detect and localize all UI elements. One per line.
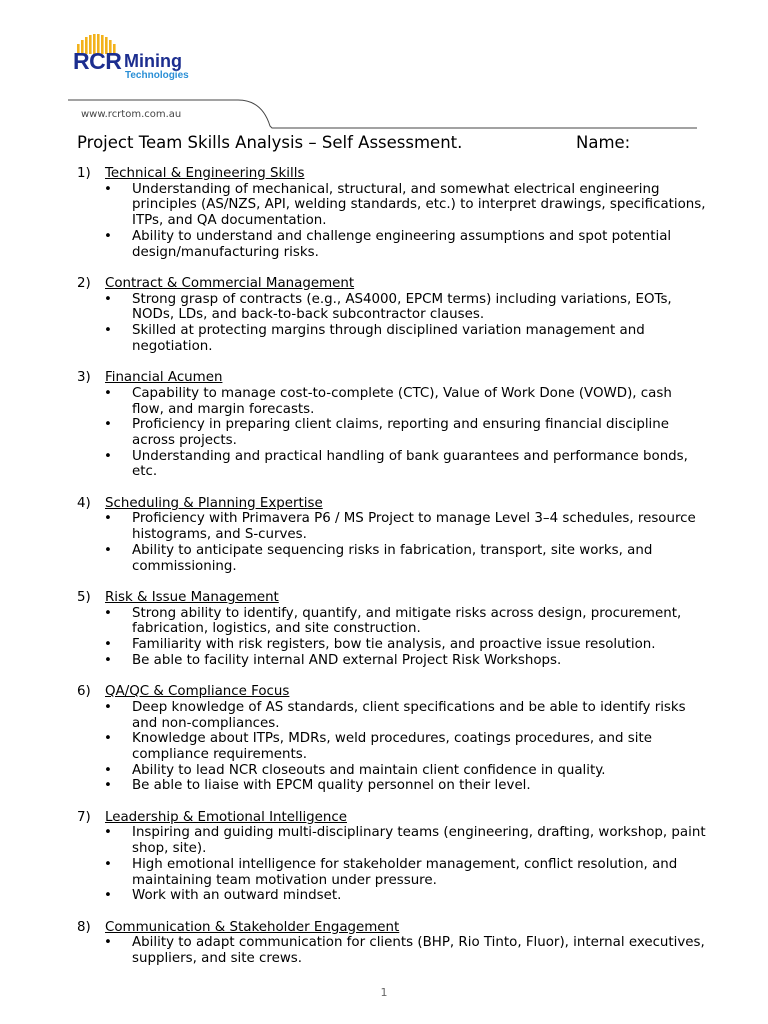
- list-item-text: Proficiency with Primavera P6 / MS Project to manage Level 3–4 schedules, resource histograms, and S-curves.: [132, 511, 696, 543]
- section-number: 7): [77, 809, 91, 825]
- section-heading: [77, 166, 707, 182]
- list-item: [77, 731, 707, 762]
- list-item-text: Familiarity with risk registers, bow tie analysis, and proactive issue resolution.: [132, 637, 656, 653]
- document-title: Project Team Skills Analysis – Self Assessment.: [77, 133, 463, 152]
- list-item-text: Ability to adapt communication for clients (BHP, Rio Tinto, Fluor), internal executives, suppliers, and site crews.: [132, 935, 705, 967]
- bullet-list: [77, 386, 707, 480]
- list-item: [77, 825, 707, 856]
- bullet-list: [77, 700, 707, 794]
- bullet-icon: •: [104, 605, 112, 621]
- section-number: 5): [77, 589, 91, 605]
- section-heading: [77, 370, 707, 386]
- name-label: Name:: [576, 133, 631, 152]
- list-item: [77, 857, 707, 888]
- company-logo: [73, 34, 203, 86]
- bullet-icon: •: [104, 888, 112, 904]
- bullet-icon: •: [104, 228, 112, 244]
- list-item: [77, 417, 707, 448]
- list-item-text: Inspiring and guiding multi-disciplinary teams (engineering, drafting, workshop, paint shop, site).: [132, 825, 706, 857]
- list-item: [77, 763, 707, 779]
- list-item-text: Be able to facility internal AND external Project Risk Workshops.: [132, 652, 562, 668]
- bullet-icon: •: [104, 385, 112, 401]
- list-item: [77, 778, 707, 794]
- bullet-icon: •: [104, 417, 112, 433]
- list-item: [77, 323, 707, 354]
- section-heading: [77, 276, 707, 292]
- bullet-icon: •: [104, 323, 112, 339]
- website-url: www.rcrtom.com.au: [81, 109, 182, 120]
- list-item: [77, 386, 707, 417]
- list-item-text: Deep knowledge of AS standards, client specifications and be able to identify risks and non-compliances.: [132, 699, 686, 731]
- list-item-text: Ability to lead NCR closeouts and maintain client confidence in quality.: [132, 762, 606, 778]
- section-heading: [77, 684, 707, 700]
- list-item: [77, 700, 707, 731]
- list-item-text: High emotional intelligence for stakeholder management, conflict resolution, and maintaining team motivation under pressure.: [132, 856, 678, 888]
- list-item: [77, 888, 707, 904]
- skill-section: [77, 810, 707, 904]
- bullet-icon: •: [104, 542, 112, 558]
- section-heading-text: Financial Acumen: [105, 370, 223, 386]
- bullet-icon: •: [104, 291, 112, 307]
- section-number: 2): [77, 275, 91, 291]
- skill-section: [77, 496, 707, 575]
- section-heading-text: Risk & Issue Management: [105, 589, 279, 605]
- bullet-icon: •: [104, 699, 112, 715]
- skill-section: [77, 920, 707, 967]
- list-item-text: Knowledge about ITPs, MDRs, weld procedures, coatings procedures, and site compliance requirements.: [132, 731, 652, 762]
- bullet-list: [77, 606, 707, 669]
- bullet-list: [77, 292, 707, 355]
- list-item: [77, 543, 707, 574]
- list-item: [77, 637, 707, 653]
- list-item: [77, 182, 707, 229]
- list-item: [77, 511, 707, 542]
- bullet-icon: •: [104, 181, 112, 197]
- bullet-icon: •: [104, 935, 112, 951]
- list-item-text: Capability to manage cost-to-complete (CTC), Value of Work Done (VOWD), cash flow, and margin forecasts.: [132, 385, 672, 417]
- list-item-text: Proficiency in preparing client claims, reporting and ensuring financial discipline across projects.: [132, 417, 669, 448]
- bullet-icon: •: [104, 511, 112, 527]
- list-item: [77, 935, 707, 966]
- bullet-list: [77, 935, 707, 966]
- section-heading-text: Communication & Stakeholder Engagement: [105, 919, 400, 935]
- list-item-text: Work with an outward mindset.: [132, 888, 342, 904]
- list-item: [77, 606, 707, 637]
- list-item: [77, 653, 707, 669]
- section-heading-text: Scheduling & Planning Expertise: [105, 495, 323, 511]
- skills-list: [77, 166, 707, 982]
- section-heading-text: Contract & Commercial Management: [105, 275, 355, 291]
- page-number: 1: [380, 986, 388, 999]
- list-item: [77, 449, 707, 480]
- section-number: 1): [77, 166, 91, 181]
- list-item-text: Ability to understand and challenge engineering assumptions and spot potential design/manufacturing risks.: [132, 228, 672, 260]
- list-item-text: Understanding of mechanical, structural, and somewhat electrical engineering principles (AS/NZS, API, welding standards, etc.) to interpret drawings, specifications, ITPs, and QA documentation.: [132, 181, 706, 229]
- logo-primary-text: RCR: [73, 48, 122, 74]
- bullet-icon: •: [104, 637, 112, 653]
- list-item-text: Ability to anticipate sequencing risks in fabrication, transport, site works, and commissioning.: [132, 542, 653, 574]
- bullet-icon: •: [104, 731, 112, 747]
- bullet-icon: •: [104, 856, 112, 872]
- bullet-icon: •: [104, 778, 112, 794]
- section-heading: [77, 810, 707, 826]
- section-heading-text: Leadership & Emotional Intelligence: [105, 809, 347, 825]
- skill-section: [77, 276, 707, 355]
- list-item: [77, 229, 707, 260]
- bullet-icon: •: [104, 448, 112, 464]
- section-heading: [77, 496, 707, 512]
- section-heading-text: QA/QC & Compliance Focus: [105, 684, 290, 700]
- section-number: 3): [77, 370, 91, 386]
- logo-secondary-text: Mining: [124, 51, 182, 71]
- bullet-icon: •: [104, 825, 112, 841]
- skill-section: [77, 684, 707, 794]
- list-item: [77, 292, 707, 323]
- skill-section: [77, 590, 707, 669]
- skill-section: [77, 166, 707, 260]
- section-number: 6): [77, 684, 91, 700]
- list-item-text: Understanding and practical handling of bank guarantees and performance bonds, etc.: [132, 448, 688, 480]
- section-heading: [77, 920, 707, 936]
- section-heading-text: Technical & Engineering Skills: [105, 166, 305, 181]
- section-number: 4): [77, 495, 91, 511]
- bullet-list: [77, 182, 707, 261]
- bullet-icon: •: [104, 762, 112, 778]
- section-number: 8): [77, 919, 91, 935]
- list-item-text: Be able to liaise with EPCM quality personnel on their level.: [132, 778, 531, 794]
- bullet-icon: •: [104, 652, 112, 668]
- list-item-text: Strong grasp of contracts (e.g., AS4000, EPCM terms) including variations, EOTs, NODs, LDs, and back-to-back subcontractor clauses.: [132, 291, 672, 323]
- section-heading: [77, 590, 707, 606]
- bullet-list: [77, 511, 707, 574]
- list-item-text: Strong ability to identify, quantify, and mitigate risks across design, procurement, fabrication, logistics, and site construction.: [132, 605, 682, 637]
- logo-tagline-text: Technologies: [125, 70, 189, 81]
- list-item-text: Skilled at protecting margins through disciplined variation management and negotiation.: [132, 323, 645, 354]
- skill-section: [77, 370, 707, 480]
- bullet-list: [77, 825, 707, 904]
